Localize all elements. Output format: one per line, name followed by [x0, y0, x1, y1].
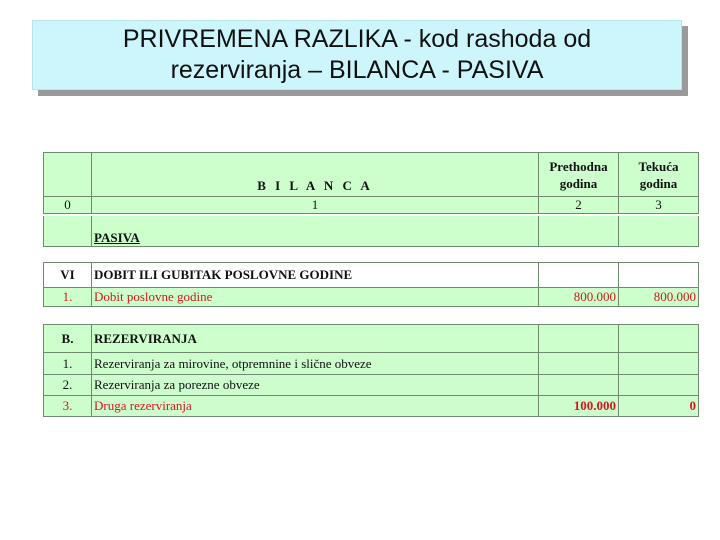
rez-row-label: Rezerviranja za mirovine, otpremnine i slične obveze — [92, 353, 539, 375]
header-tekuca-line1: Tekuća — [638, 158, 679, 174]
dobit-row-prev: 800.000 — [539, 288, 619, 307]
header-prethodna-line1: Prethodna — [549, 158, 608, 174]
rez-row-code: 3. — [44, 396, 92, 417]
dobit-section-prev — [539, 263, 619, 288]
rez-row-prev: 100.000 — [539, 396, 619, 417]
rez-row-label: Rezerviranja za porezne obveze — [92, 375, 539, 396]
header-num-3: 3 — [619, 197, 699, 214]
pasiva-curr-cell — [619, 216, 699, 246]
header-tekuca-line2: godina — [639, 175, 678, 191]
header-cell-empty — [44, 153, 92, 197]
table-row — [44, 353, 699, 375]
rez-row-prev — [539, 375, 619, 396]
rez-row-code: 2. — [44, 375, 92, 396]
dobit-section-label: DOBIT ILI GUBITAK POSLOVNE GODINE — [92, 263, 539, 288]
rez-row-prev — [539, 353, 619, 375]
rez-row-curr — [619, 375, 699, 396]
title-line-1: PRIVREMENA RAZLIKA - kod rashoda od — [122, 25, 592, 53]
rezerviranja-table — [43, 324, 699, 417]
header-tekuca-godina — [619, 153, 699, 197]
bilanca-header-table — [43, 152, 699, 214]
header-num-2: 2 — [539, 197, 619, 214]
table-row — [44, 288, 699, 307]
rez-section-code: B. — [44, 325, 92, 353]
dobit-table — [43, 262, 699, 307]
rez-row-code: 1. — [44, 353, 92, 375]
pasiva-code-cell — [44, 216, 92, 246]
dobit-row-curr: 800.000 — [619, 288, 699, 307]
table-row — [44, 375, 699, 396]
dobit-section-code: VI — [44, 263, 92, 288]
dobit-row-code: 1. — [44, 288, 92, 307]
pasiva-prev-cell — [539, 216, 619, 246]
pasiva-label: PASIVA — [92, 216, 539, 246]
header-prethodna-godina — [539, 153, 619, 197]
header-num-0: 0 — [44, 197, 92, 214]
rez-row-label: Druga rezerviranja — [92, 396, 539, 417]
header-bilanca-label: B I L A N C A — [92, 153, 539, 197]
header-num-1: 1 — [92, 197, 539, 214]
pasiva-table — [43, 216, 699, 247]
dobit-row-label: Dobit poslovne godine — [92, 288, 539, 307]
rez-row-curr — [619, 353, 699, 375]
dobit-section-curr — [619, 263, 699, 288]
rez-row-curr: 0 — [619, 396, 699, 417]
rez-section-prev — [539, 325, 619, 353]
slide-title — [32, 20, 682, 90]
title-line-2: rezerviranja – BILANCA - PASIVA — [170, 56, 544, 84]
header-prethodna-line2: godina — [559, 175, 598, 191]
rez-section-curr — [619, 325, 699, 353]
rez-section-label: REZERVIRANJA — [92, 325, 539, 353]
table-row — [44, 396, 699, 417]
